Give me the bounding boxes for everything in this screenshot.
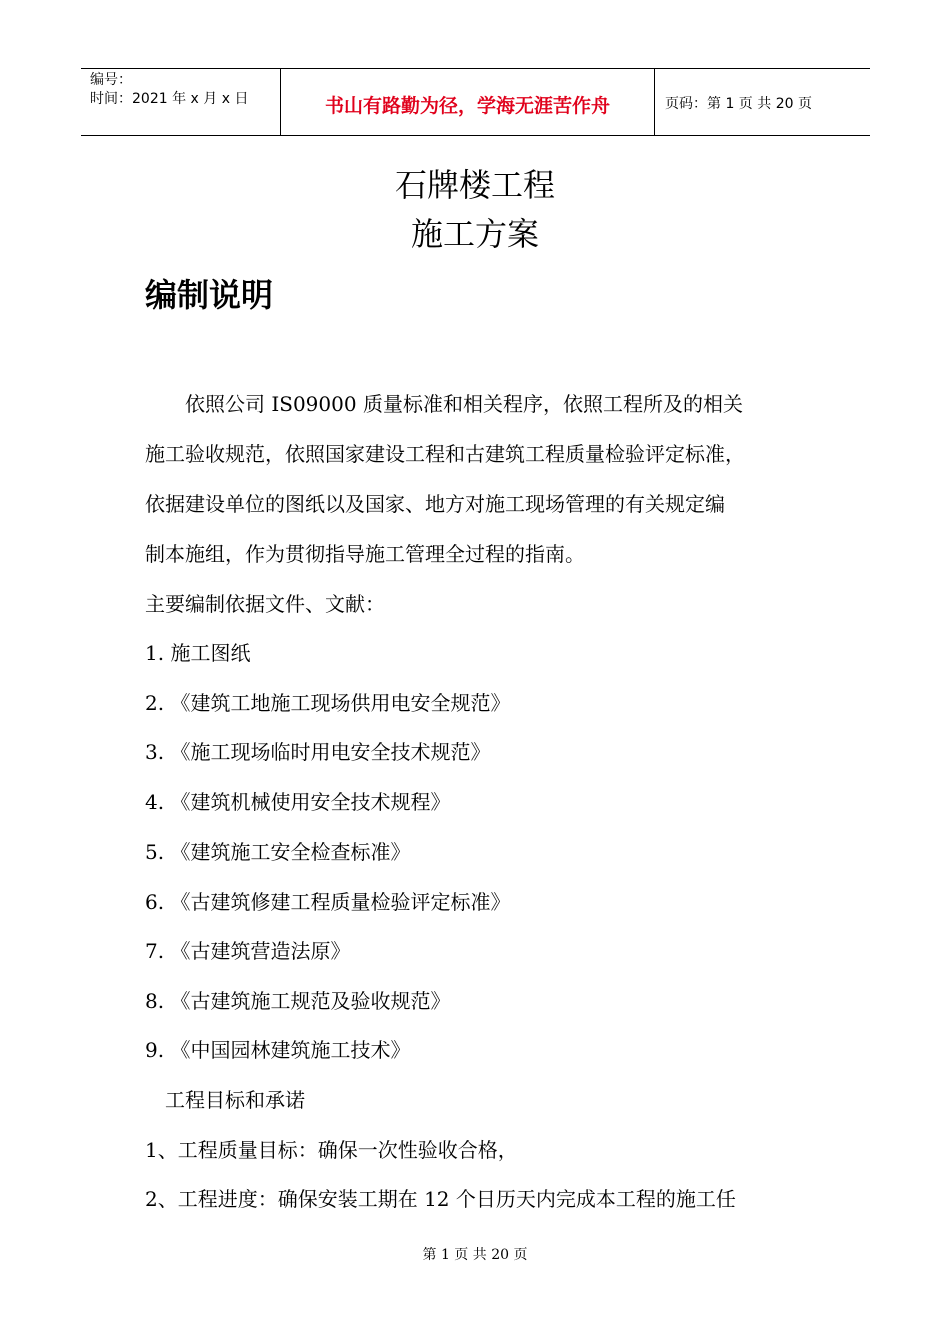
- goals-heading: 工程目标和承诺: [165, 1088, 305, 1112]
- basis-list-item: 8. 《古建筑施工规范及验收规范》: [145, 989, 451, 1013]
- basis-list-item: 7. 《古建筑营造法原》: [145, 939, 351, 963]
- basis-list-item: 5. 《建筑施工安全检查标准》: [145, 840, 411, 864]
- intro-paragraph-line: 制本施组，作为贯彻指导施工管理全过程的指南。: [145, 542, 585, 566]
- basis-list-item: 3. 《施工现场临时用电安全技术规范》: [145, 740, 491, 764]
- header-time-label: 时间：2021 年 x 月 x 日: [90, 91, 249, 107]
- header-meta: [81, 69, 281, 135]
- goals-list-item: 1、工程质量目标：确保一次性验收合格，: [145, 1138, 518, 1162]
- basis-list-item: 1. 施工图纸: [145, 641, 251, 665]
- section-heading: 编制说明: [145, 276, 274, 314]
- basis-list-item: 9. 《中国园林建筑施工技术》: [145, 1038, 411, 1062]
- basis-heading: 主要编制依据文件、文献：: [145, 592, 385, 616]
- page-header: [81, 68, 870, 136]
- intro-paragraph-line: 依据建设单位的图纸以及国家、地方对施工现场管理的有关规定编: [145, 492, 725, 516]
- header-page-info: 页码：第 1 页 共 20 页: [665, 96, 812, 112]
- document-subtitle: 施工方案: [410, 215, 539, 253]
- basis-list-item: 4. 《建筑机械使用安全技术规程》: [145, 790, 451, 814]
- header-motto: 书山有路勤为径，学海无涯苦作舟: [281, 69, 655, 135]
- header-number-label: 编号：: [90, 72, 132, 88]
- goals-list-item: 2、工程进度：确保安装工期在 12 个日历天内完成本工程的施工任: [145, 1187, 736, 1211]
- intro-paragraph-line: 施工验收规范，依照国家建设工程和古建筑工程质量检验评定标准，: [145, 442, 745, 466]
- basis-list-item: 2. 《建筑工地施工现场供用电安全规范》: [145, 691, 511, 715]
- page-footer: 第 1 页 共 20 页: [422, 1247, 528, 1263]
- basis-list-item: 6. 《古建筑修建工程质量检验评定标准》: [145, 890, 511, 914]
- document-title: 石牌楼工程: [394, 166, 555, 204]
- intro-paragraph-line: 依照公司 IS09000 质量标准和相关程序，依照工程所及的相关: [145, 392, 743, 416]
